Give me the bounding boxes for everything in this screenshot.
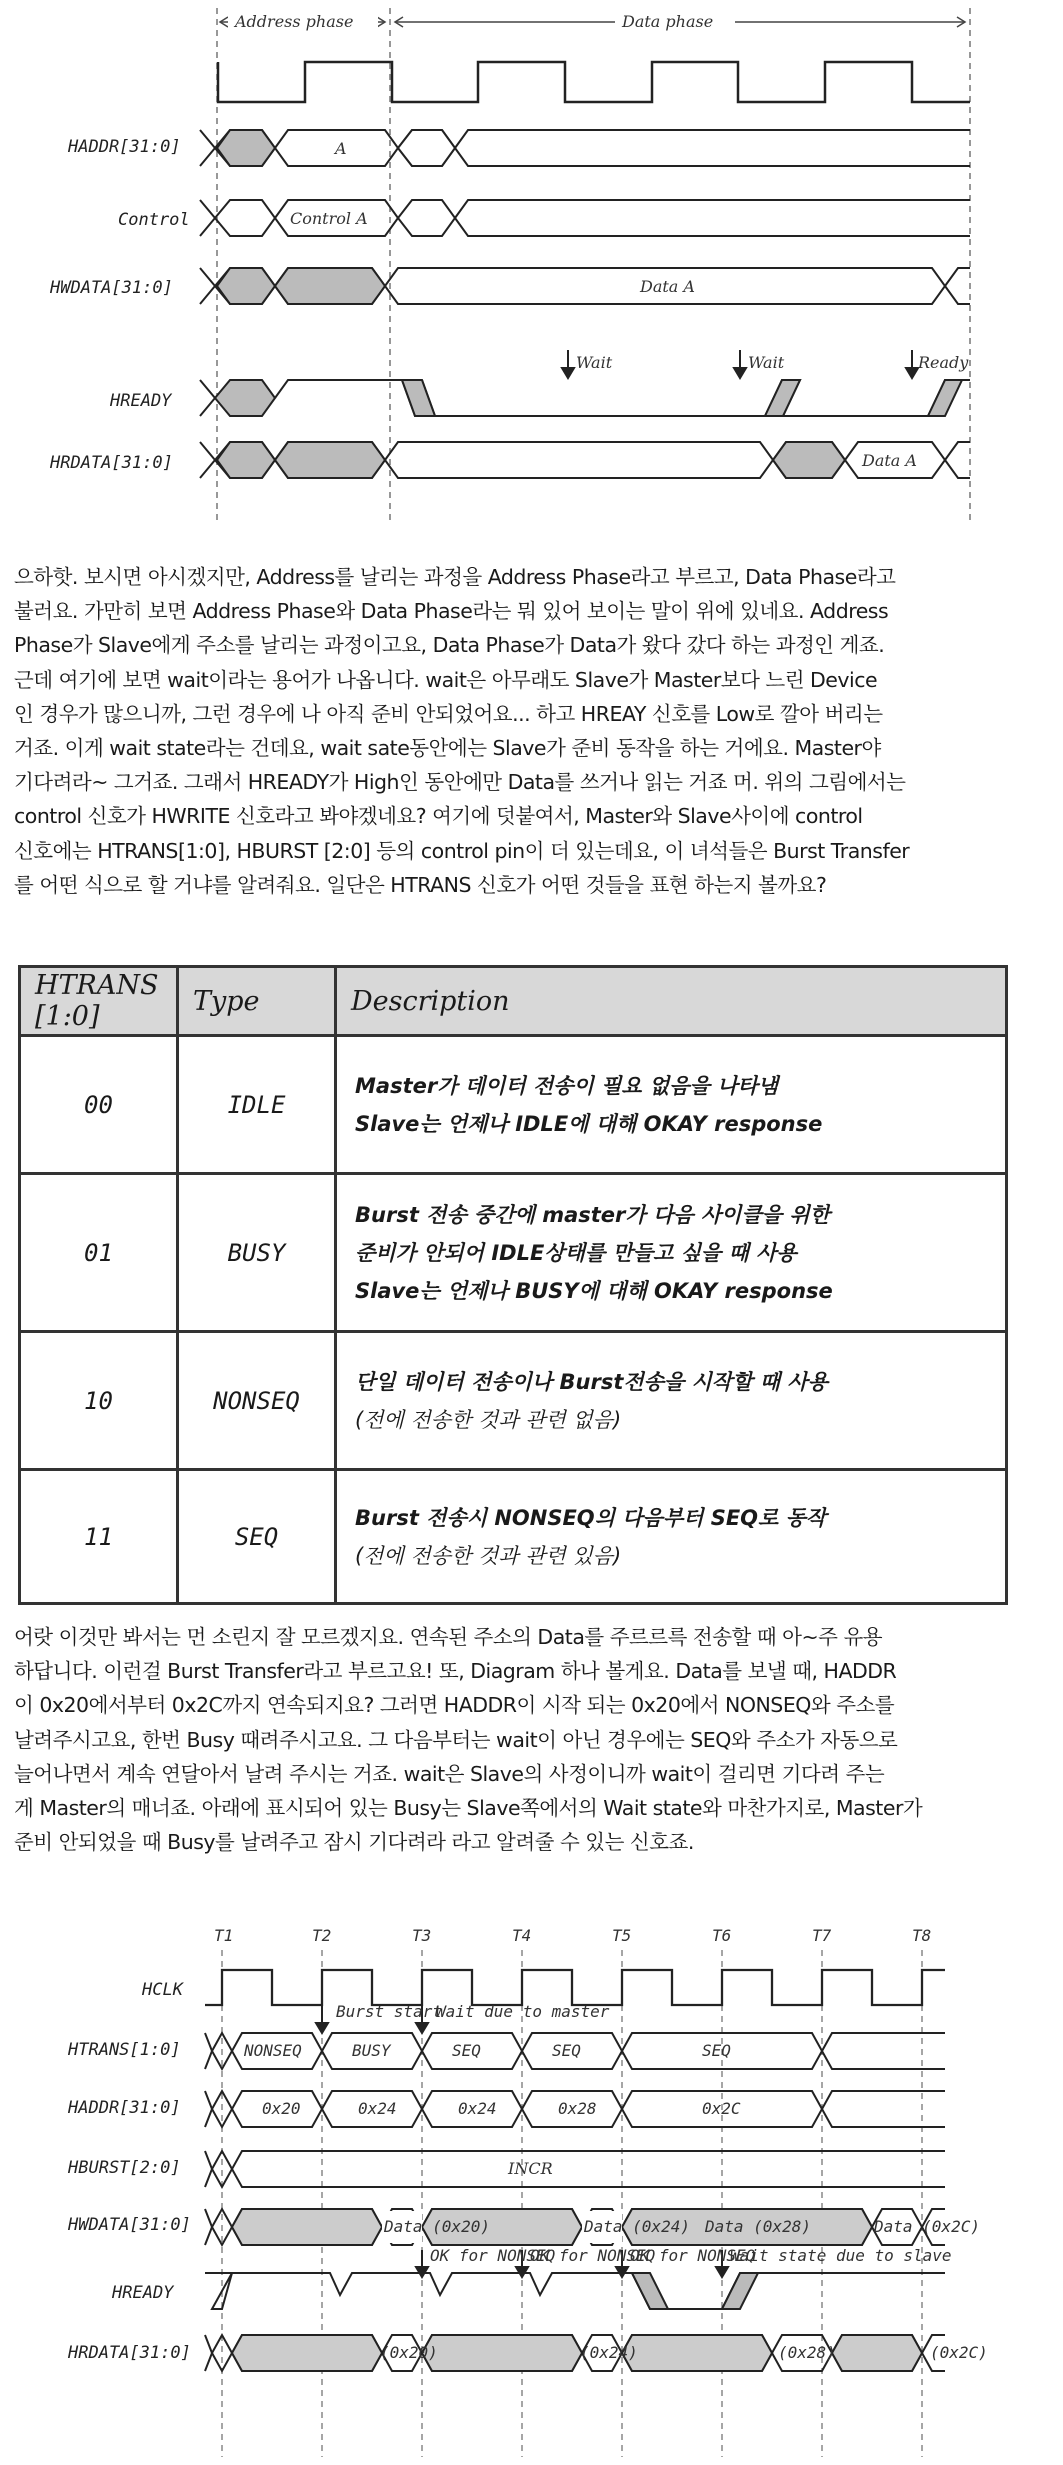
clock-label-t2: T2 xyxy=(312,1926,332,1945)
hready-label: HREADY xyxy=(110,391,172,411)
annotation-ok-nonseq-1: OK for NONSEQ xyxy=(430,2246,556,2265)
description-cell: Master가 데이터 전송이 필요 없음을 나타냄 Slave는 언제나 IDLE에 대해 OKAY response xyxy=(336,1036,1007,1174)
description-cell: Burst 전송 중간에 master가 다음 사이클을 위한 준비가 안되어 IDLE상태를 만들고 싶을 때 사용 Slave는 언제나 BUSY에 대해 OKAY response xyxy=(336,1174,1007,1332)
annotation-wait-master: Wait due to master xyxy=(436,2002,610,2021)
address-data-phase-diagram xyxy=(0,0,1063,540)
code-cell: 11 xyxy=(20,1470,178,1604)
htrans-seq-3: SEQ xyxy=(702,2041,731,2060)
hwdata-0x2c: Data (0x2C) xyxy=(874,2217,980,2236)
code-cell: 01 xyxy=(20,1174,178,1332)
annotation-wait-slave: Wait state due to slave xyxy=(730,2246,952,2265)
paragraph-address-data-phase: 으하핫. 보시면 아시겠지만, Address를 날리는 과정을 Address Phase라고 부르고, Data Phase라고 불러요. 가만히 보면 Address Phase와 Data Phase라는 뭐 있어 보이는 말이 위에 있네요. Address Phase가 Slave에게 주소를 날리는 과정이고요, Data Phase가 Data가 왔다 갔다 하는 과정인 게죠. 근데 여기에 보면 wait이라는 용어가 나옵니다. wait은 아무래도 Slave가 Master보다 느린 Device 인 경우가 많으니까, 그런 경우에 나 아직 준비 안되었어요... 하고 HREAY 신호를 Low로 깔아 버리는 거죠. 이게 wait state라는 건데요, wait sate동안에는 Slave가 준비 동작을 하는 거에요. Master야 기다려라~ 그거죠. 그래서 HREADY가 High인 동안에만 Data를 쓰거나 읽는 거죠 머. 위의 그림에서는 control 신호가 HWRITE 신호라고 봐야겠네요? 여기에 덧붙여서, Master와 Slave사이에 control 신호에는 HTRANS[1:0], HBURST [2:0] 등의 control pin이 더 있는데요, 이 녀석들은 Burst Transfer 를 어떤 식으로 할 거냐를 알려줘요. 일단은 HTRANS 신호가 어떤 것들을 표현 하는지 볼까요? xyxy=(14,565,910,897)
haddr-0x2c: 0x2C xyxy=(702,2099,741,2118)
clock-label-t7: T7 xyxy=(812,1926,832,1945)
description-cell: Burst 전송시 NONSEQ의 다음부터 SEQ로 동작 (전에 전송한 것과 관련 있음) xyxy=(336,1470,1007,1604)
hready-label-2: HREADY xyxy=(112,2283,174,2303)
hrdata-0x24: (0x24) xyxy=(580,2343,638,2362)
type-cell: SEQ xyxy=(178,1470,336,1604)
hrdata-value: Data A xyxy=(862,451,917,470)
haddr-0x24-a: 0x24 xyxy=(358,2099,397,2118)
clock-label-t3: T3 xyxy=(412,1926,432,1945)
type-cell: NONSEQ xyxy=(178,1332,336,1470)
paragraph-burst-transfer: 어랏 이것만 봐서는 먼 소린지 잘 모르겠지요. 연속된 주소의 Data를 주르르륵 전송할 때 아~주 유용 하답니다. 이런걸 Burst Transfer라고 부르고요! 또, Diagram 하나 볼게요. Data를 보낼 때, HADDR 이 0x20에서부터 0x2C까지 연속되지요? 그러면 HADDR이 시작 되는 0x20에서 NONSEQ와 주소를 날려주시고요, 한번 Busy 때려주시고요. 그 다음부터는 wait이 아닌 경우에는 SEQ와 주소가 자동으로 늘어나면서 계속 연달아서 날려 주시는 거죠. wait은 Slave의 사정이니까 wait이 걸리면 기다려 주는 게 Master의 매너죠. 아래에 표시되어 있는 Busy는 Slave쪽에서의 Wait state와 마찬가지로, Master가 준비 안되었을 때 Busy를 날려주고 잠시 기다려라 라고 알려줄 수 있는 신호죠. xyxy=(14,1625,923,1855)
htrans-seq-2: SEQ xyxy=(552,2041,581,2060)
code-cell: 10 xyxy=(20,1332,178,1470)
wait-marker-1: Wait xyxy=(576,353,613,372)
hrdata-label: HRDATA[31:0] xyxy=(50,453,173,473)
hrdata-0x2c: (0x2C) xyxy=(930,2343,988,2362)
annotation-ok-nonseq-3: OK for NONSEQ xyxy=(630,2246,756,2265)
hrdata-0x20: (0x20) xyxy=(380,2343,438,2362)
clock-label-t5: T5 xyxy=(612,1926,632,1945)
htrans-label: HTRANS[1:0] xyxy=(68,2040,181,2060)
htrans-busy: BUSY xyxy=(352,2041,391,2060)
burst-transfer-diagram xyxy=(0,1905,1063,2465)
control-label: Control xyxy=(118,210,190,230)
clock-label-t1: T1 xyxy=(214,1926,234,1945)
hwdata-label-2: HWDATA[31:0] xyxy=(68,2215,191,2235)
header-type: Type xyxy=(178,967,336,1036)
code-cell: 00 xyxy=(20,1036,178,1174)
clock-label-t8: T8 xyxy=(912,1926,932,1945)
htrans-nonseq: NONSEQ xyxy=(244,2041,302,2060)
description-cell: 단일 데이터 전송이나 Burst전송을 시작할 때 사용 (전에 전송한 것과 관련 없음) xyxy=(336,1332,1007,1470)
haddr-0x20: 0x20 xyxy=(262,2099,301,2118)
clock-label-t6: T6 xyxy=(712,1926,732,1945)
hclk-label: HCLK xyxy=(142,1980,183,2000)
hwdata-value: Data A xyxy=(640,277,695,296)
header-description: Description xyxy=(336,967,1007,1036)
hwdata-label: HWDATA[31:0] xyxy=(50,278,173,298)
haddr-value: A xyxy=(335,139,347,158)
hburst-incr: INCR xyxy=(508,2159,553,2178)
haddr-0x24-b: 0x24 xyxy=(458,2099,497,2118)
annotation-ok-nonseq-2: OK for NONSEQ xyxy=(530,2246,656,2265)
hwdata-0x20: Data (0x20) xyxy=(384,2217,490,2236)
haddr-0x28: 0x28 xyxy=(558,2099,597,2118)
header-htrans: HTRANS [1:0] xyxy=(20,967,178,1036)
hrdata-label-2: HRDATA[31:0] xyxy=(68,2343,191,2363)
data-phase-label: Data phase xyxy=(622,12,714,31)
htrans-seq-1: SEQ xyxy=(452,2041,481,2060)
hrdata-0x28: (0x28) xyxy=(778,2343,836,2362)
type-cell: IDLE xyxy=(178,1036,336,1174)
haddr-label-2: HADDR[31:0] xyxy=(68,2098,181,2118)
type-cell: BUSY xyxy=(178,1174,336,1332)
annotation-burst-start: Burst start xyxy=(336,2002,442,2021)
clock-label-t4: T4 xyxy=(512,1926,532,1945)
ready-marker: Ready xyxy=(918,353,969,372)
hwdata-0x24: Data (0x24) xyxy=(584,2217,690,2236)
hwdata-0x28: Data (0x28) xyxy=(705,2217,811,2236)
wait-marker-2: Wait xyxy=(748,353,785,372)
htrans-table xyxy=(18,965,1008,1605)
haddr-label: HADDR[31:0] xyxy=(68,137,181,157)
address-phase-label: Address phase xyxy=(235,12,354,31)
hburst-label: HBURST[2:0] xyxy=(68,2158,181,2178)
control-value: Control A xyxy=(290,209,368,228)
